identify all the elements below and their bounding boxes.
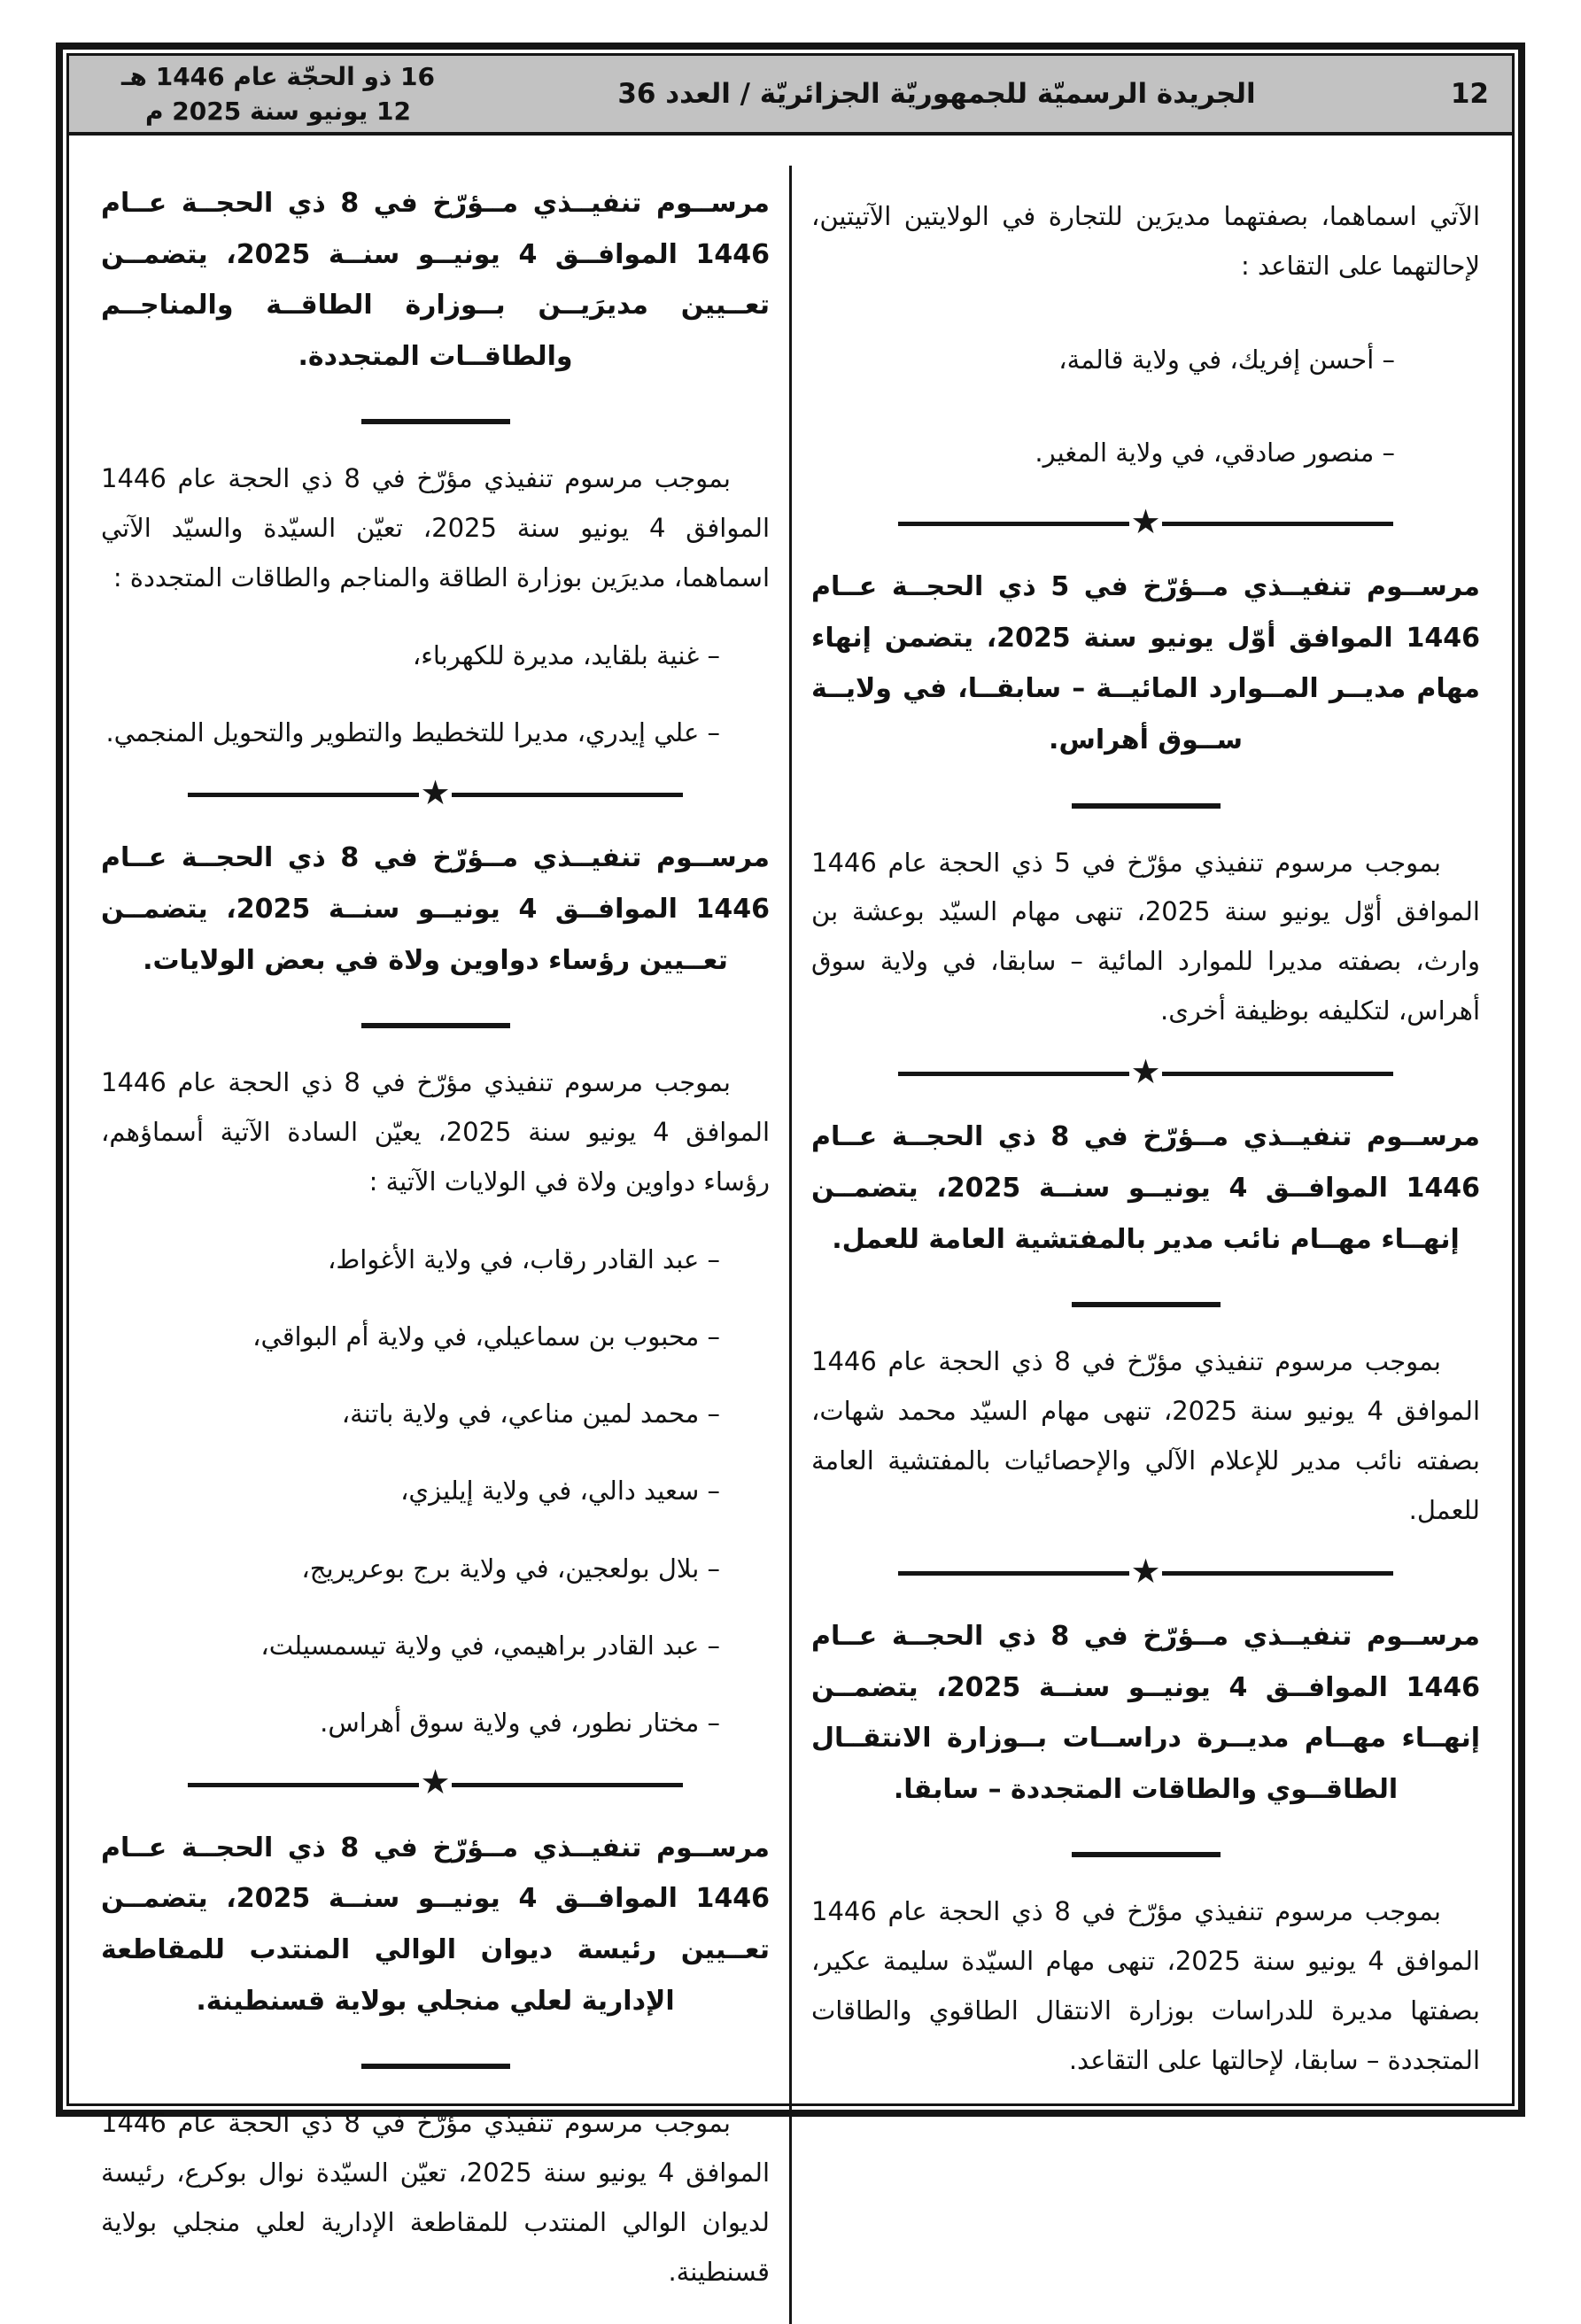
gazette-title: الجريدة الرسميّة للجمهوريّة الجزائريّة / العدد 36 <box>617 78 1256 110</box>
star-separator: ★ <box>898 1072 1393 1076</box>
list-item: – علي إيدري، مديرا للتخطيط والتطوير والتحويل المنجمي. <box>105 717 720 748</box>
list-item: – سعيد دالي، في ولاية إيليزي، <box>400 1476 720 1507</box>
paragraph: بموجب مرسوم تنفيذي مؤرّخ في 8 ذي الحجة عام 1446 الموافق 4 يونيو سنة 2025، تنهى مهام السيّد محمد شهات، بصفته نائب مدير للإعلام الآلي والإحصائيات بالمفتشية العامة للعمل. <box>811 1346 1480 1526</box>
header-band <box>69 56 1512 136</box>
list-item: – محمد لمين مناعي، في ولاية باتنة، <box>341 1398 720 1429</box>
paragraph: بموجب مرسوم تنفيذي مؤرّخ في 5 ذي الحجة عام 1446 الموافق أوّل يونيو سنة 2025، تنهى مهام السيّد بوعشة بن وارث، بصفته مديرا للموارد المائية – سابقا، في ولاية سوق أهراس، لتكليفه بوظيفة أخرى. <box>811 847 1480 1026</box>
decree-heading: مرســوم تنفيــذي مــؤرّخ في 5 ذي الحجــة عــام 1446 الموافق أوّل يونيو سنة 2025، يتضمن إنهاء مهام مديــر المــوارد المائيــة – سابقــا، في ولايــة ســوق أهراس. <box>811 571 1480 755</box>
star-separator: ★ <box>188 793 683 797</box>
section-separator <box>361 419 510 424</box>
column-right <box>792 166 1500 2324</box>
separator-bar <box>898 1072 1129 1076</box>
separator-bar <box>898 1571 1129 1576</box>
paragraph: بموجب مرسوم تنفيذي مؤرّخ في 8 ذي الحجة عام 1446 الموافق 4 يونيو سنة 2025، تنهى مهام السيّدة سليمة عكير، بصفتها مديرة للدراسات بوزارة الانتقال الطاقوي والطاقات المتجددة – سابقا، لإحالتها على التقاعد. <box>811 1896 1480 2076</box>
list-item: – غنية بلقايد، مديرة للكهرباء، <box>412 640 720 671</box>
star-separator: ★ <box>898 522 1393 526</box>
decree-heading: مرســوم تنفيــذي مــؤرّخ في 8 ذي الحجــة عــام 1446 الموافــق 4 يونيــو سنــة 2025، يتضمــن إنهــاء مهــام مديــرة دراســات بــوزارة الانتقــال الطاقــوي والطاقات المتجددة – سابقا. <box>811 1621 1480 1805</box>
separator-bar <box>452 793 683 797</box>
gregorian-date: 12 يونيو سنة 2025 م <box>145 97 411 126</box>
list-item: – بلال بولعجين، في ولاية برج بوعريريج، <box>301 1553 720 1584</box>
header-dates <box>92 59 464 128</box>
section-separator <box>1072 1852 1221 1857</box>
list-item: – مختار نطور، في ولاية سوق أهراس. <box>320 1707 720 1738</box>
decree-heading: مرســوم تنفيــذي مــؤرّخ في 8 ذي الحجــة عــام 1446 الموافــق 4 يونيــو سنــة 2025، يتضمــن إنهــاء مهــام نائب مدير بالمفتشية العامة للعمل. <box>811 1121 1480 1255</box>
paragraph: بموجب مرسوم تنفيذي مؤرّخ في 8 ذي الحجة عام 1446 الموافق 4 يونيو سنة 2025، تعيّن السيّدة والسيّد الآتي اسماهما، مديرَين بوزارة الطاقة والمناجم والطاقات المتجددة : <box>101 463 770 593</box>
separator-bar <box>452 1783 683 1787</box>
page-number: 12 <box>1450 78 1489 110</box>
separator-bar <box>188 1783 419 1787</box>
section-separator <box>361 1023 510 1028</box>
decree-heading: مرســوم تنفيــذي مــؤرّخ في 8 ذي الحجــة عــام 1446 الموافــق 4 يونيــو سنــة 2025، يتضمــن تعــيين رؤساء دواوين ولاة في بعض الولايات. <box>101 842 770 976</box>
separator-bar <box>1162 1072 1393 1076</box>
star-separator: ★ <box>898 1571 1393 1576</box>
hijri-date: 16 ذو الحجّة عام 1446 هـ <box>120 61 436 91</box>
separator-bar <box>188 793 419 797</box>
column-left <box>81 166 789 2324</box>
decree-heading: مرســوم تنفيــذي مــؤرّخ في 8 ذي الحجــة عــام 1446 الموافــق 4 يونيــو سنــة 2025، يتضمــن تعــيين رئيسة ديوان الوالي المنتدب للمقاطعة الإدارية لعلي منجلي بولاية قسنطينة. <box>101 1832 770 2017</box>
paragraph: بموجب مرسوم تنفيذي مؤرّخ في 8 ذي الحجة عام 1446 الموافق 4 يونيو سنة 2025، تعيّن السيّدة نوال بوكرع، رئيسة لديوان الوالي المنتدب للمقاطعة الإدارية لعلي منجلي بولاية قسنطينة. <box>101 2108 771 2288</box>
separator-bar <box>1162 1571 1393 1576</box>
columns-area <box>69 136 1512 2324</box>
page-frame-inner <box>66 53 1515 2288</box>
decree-heading: مرســوم تنفيــذي مــؤرّخ في 8 ذي الحجــة عــام 1446 الموافــق 4 يونيــو سنــة 2025، يتضمــن تعــيين مديرَيــن بــوزارة الطاقــة والمناجــم والطاقــات المتجددة. <box>101 188 770 372</box>
page-frame-outer <box>56 43 1525 2288</box>
section-separator <box>1072 1302 1221 1307</box>
column-divider <box>789 166 792 2324</box>
list-item: – عبد القادر رقاب، في ولاية الأغواط، <box>328 1244 720 1275</box>
star-separator: ★ <box>188 1783 683 1787</box>
list-item: – عبد القادر براهيمي، في ولاية تيسمسيلت، <box>260 1630 720 1661</box>
section-separator <box>361 2064 510 2069</box>
paragraph: بموجب مرسوم تنفيذي مؤرّخ في 8 ذي الحجة عام 1446 الموافق 4 يونيو سنة 2025، يعيّن السادة الآتية أسماؤهم، رؤساء دواوين ولاة في الولايات الآتية : <box>101 1067 771 1197</box>
separator-bar <box>1162 522 1393 526</box>
list-item: – منصور صادقي، في ولاية المغير. <box>1035 438 1395 469</box>
list-item: – أحسن إفريك، في ولاية قالمة، <box>1058 344 1395 375</box>
paragraph: الآتي اسماهما، بصفتهما مديرَين للتجارة في الولايتين الآتيتين، لإحالتهما على التقاعد : <box>811 201 1480 281</box>
section-separator <box>1072 803 1221 809</box>
list-item: – محبوب بن سماعيلي، في ولاية أم البواقي، <box>252 1321 720 1352</box>
separator-bar <box>898 522 1129 526</box>
